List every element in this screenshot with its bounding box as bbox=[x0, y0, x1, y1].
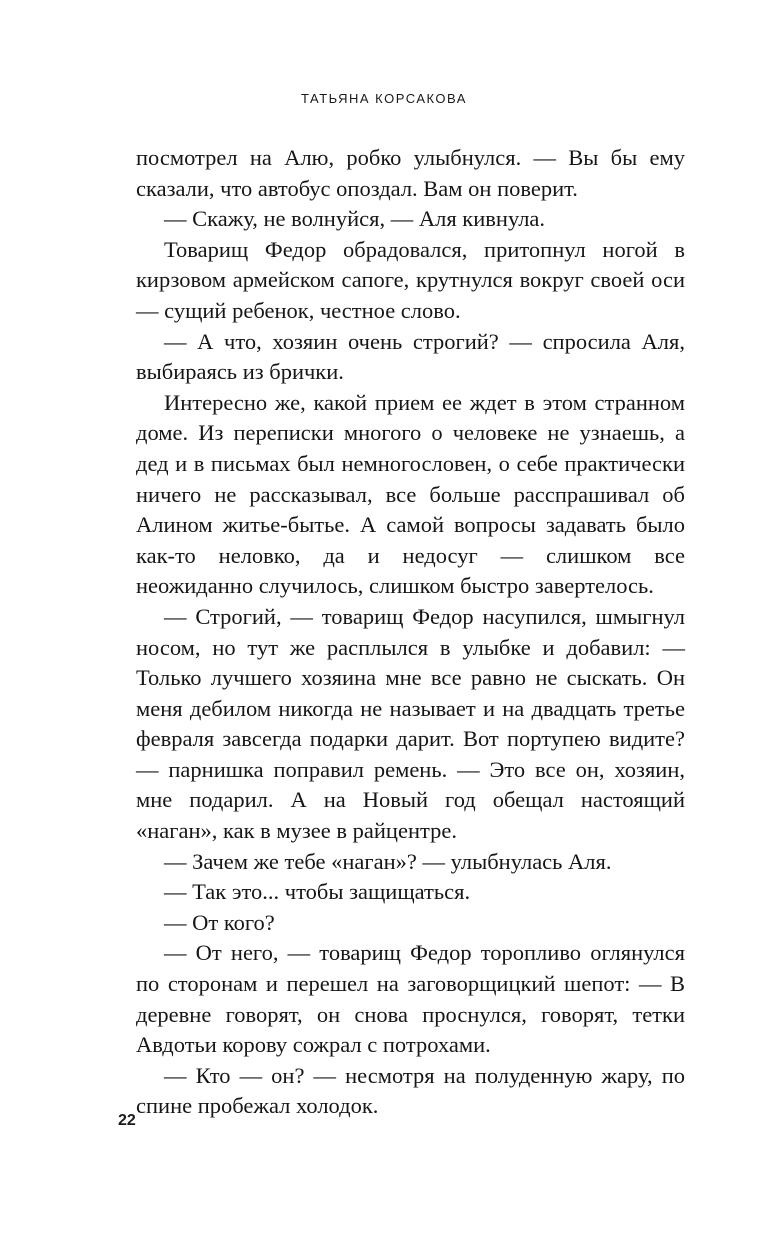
paragraph: — Строгий, — товарищ Федор насупился, шмыгнул носом, но тут же расплылся в улыбке и добавил: — Только лучшего хозяина мне все равно не сыскать. Он меня дебилом никогда не называет и на двадцать третье февраля завсегда подарки дарит. Вот портупею видите? — парнишка поправил ремень. — Это все он, хозяин, мне подарил. А на Новый год обещал настоящий «наган», как в музее в райцентре. bbox=[136, 603, 685, 844]
paragraph: — Так это... чтобы защищаться. bbox=[164, 879, 471, 905]
paragraph: — От него, — товарищ Федор торопливо оглянулся по сторонам и перешел на заговорщицкий шепот: — В деревне говорят, он снова проснулся, говорят, тетки Авдотьи корову сожрал с потрохами. bbox=[136, 940, 685, 1058]
paragraph: — Скажу, не волнуйся, — Аля кивнула. bbox=[164, 206, 546, 232]
page-number: 22 bbox=[118, 1112, 136, 1129]
paragraph: — От кого? bbox=[164, 909, 275, 935]
paragraph: посмотрел на Алю, робко улыбнулся. — Вы бы ему сказали, что автобус опоздал. Вам он поверит. bbox=[136, 145, 685, 201]
body-text bbox=[136, 143, 685, 1122]
paragraph: Интересно же, какой прием ее ждет в этом странном доме. Из переписки многого о человеке не узнаешь, а дед и в письмах был немногословен, о себе практически ничего не рассказывал, все больше расспрашивал об Алином житье-бытье. А самой вопросы задавать было как-то неловко, да и недосуг — слишком все неожиданно случилось, слишком быстро завертелось. bbox=[136, 389, 685, 599]
paragraph: Товарищ Федор обрадовался, притопнул ногой в кирзовом армейском сапоге, крутнулся вокруг своей оси — сущий ребенок, честное слово. bbox=[136, 236, 685, 323]
paragraph: — Зачем же тебе «наган»? — улыбнулась Аля. bbox=[164, 848, 612, 874]
running-head: ТАТЬЯНА КОРСАКОВА bbox=[301, 91, 467, 106]
paragraph: — Кто — он? — несмотря на полуденную жару, по спине пробежал холодок. bbox=[136, 1062, 685, 1119]
paragraph: — А что, хозяин очень строгий? — спросила Аля, выбираясь из брички. bbox=[136, 328, 685, 385]
